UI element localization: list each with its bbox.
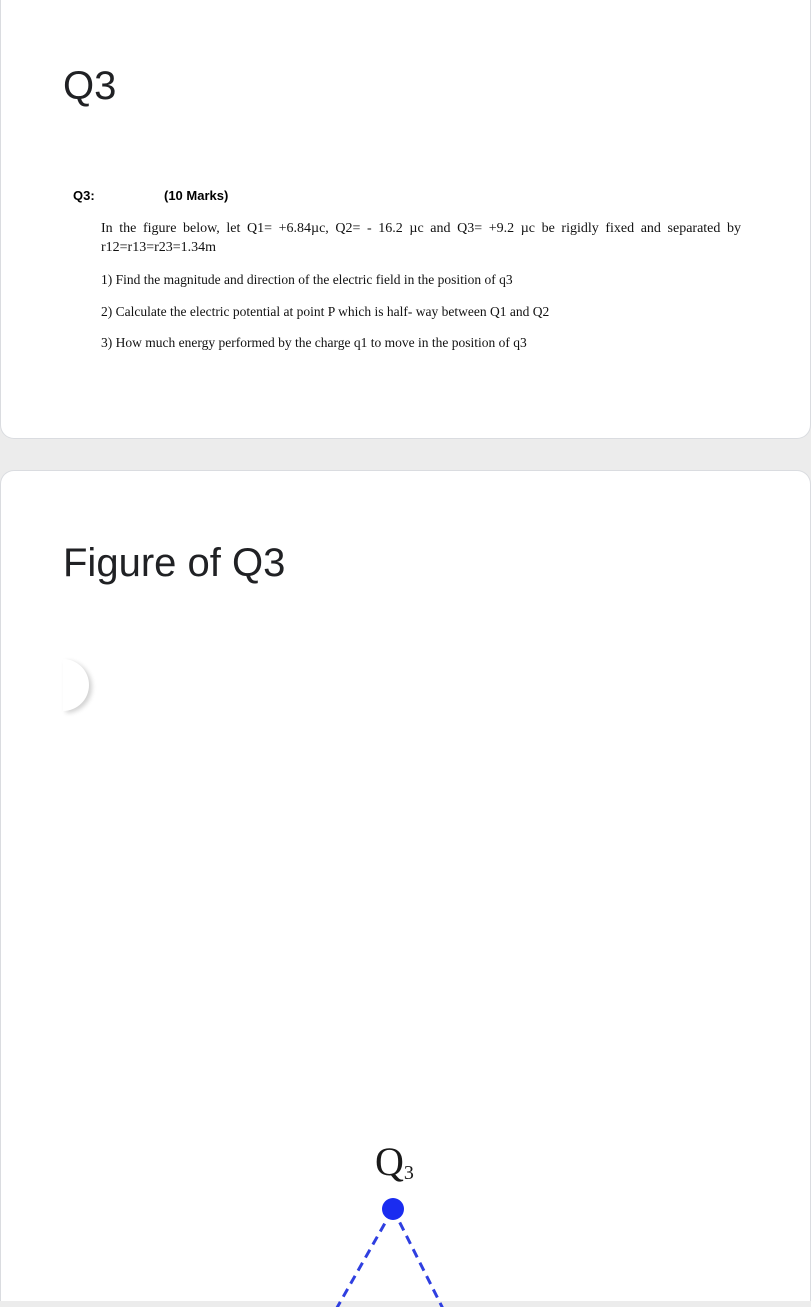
question-label: Q3: (73, 188, 95, 203)
label-q3: Q3 (375, 1139, 414, 1184)
question-text: In the figure below, let Q1= +6.84µc, Q2= - 16.2 µc and Q3= +9.2 µc be rigidly fixed and separated by r12=r13=r23=1.34m (101, 221, 741, 255)
question-marks: (10 Marks) (164, 188, 229, 203)
question-card (0, 0, 811, 439)
charge-q3-dot (382, 1198, 404, 1220)
card-title-figure: Figure of Q3 (63, 541, 286, 585)
edge-r23 (393, 1209, 620, 1307)
triangle-edges (136, 1209, 620, 1307)
edge-r13 (136, 1209, 393, 1307)
charge-triangle-figure (1, 647, 811, 1307)
question-item-1: 1) Find the magnitude and direction of the electric field in the position of q3 (101, 272, 513, 287)
card-title-q3: Q3 (63, 64, 117, 108)
question-item-2: 2) Calculate the electric potential at point P which is half- way between Q1 and Q2 (101, 304, 550, 319)
figure-card (0, 470, 811, 1301)
question-item-3: 3) How much energy performed by the charge q1 to move in the position of q3 (101, 335, 527, 350)
